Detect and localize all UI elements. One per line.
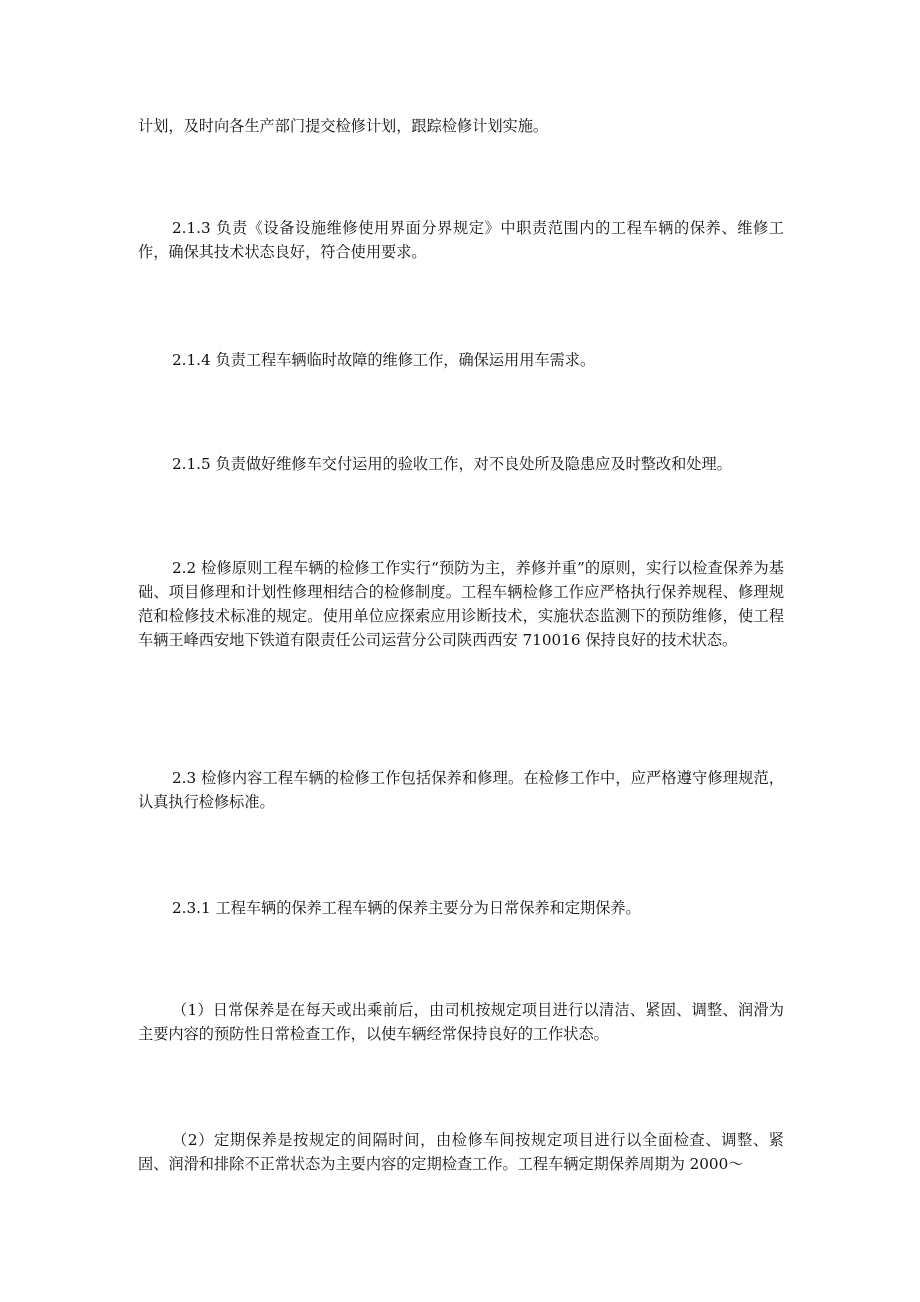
paragraph-1: 计划，及时向各生产部门提交检修计划，跟踪检修计划实施。 [138,117,549,135]
paragraph-2-1-5: 2.1.5 负责做好维修车交付运用的验收工作，对不良处所及隐患应及时整改和处理。 [172,455,732,473]
paragraph-item-1: （1）日常保养是在每天或出乘前后，由司机按规定项目进行以清洁、紧固、调整、润滑为主要内容的预防性日常检查工作，以使车辆经常保持良好的工作状态。 [138,1001,784,1043]
paragraph-2-1-3: 2.1.3 负责《设备设施维修使用界面分界规定》中职责范围内的工程车辆的保养、维修工作，确保其技术状态良好，符合使用要求。 [138,219,784,261]
paragraph-2-2: 2.2 检修原则工程车辆的检修工作实行“预防为主，养修并重”的原则，实行以检查保养为基础、项目修理和计划性修理相结合的检修制度。工程车辆检修工作应严格执行保养规程、修理规范和检修技术标准的规定。使用单位应探索应用诊断技术，实施状态监测下的预防维修，使工程车辆王峰西安地下铁道有限责任公司运营分公司陕西西安 710016 保持良好的技术状态。 [138,559,784,649]
paragraph-2-3: 2.3 检修内容工程车辆的检修工作包括保养和修理。在检修工作中，应严格遵守修理规范，认真执行检修标准。 [138,769,784,811]
paragraph-2-3-1: 2.3.1 工程车辆的保养工程车辆的保养主要分为日常保养和定期保养。 [172,899,641,917]
paragraph-2-1-4: 2.1.4 负责工程车辆临时故障的维修工作，确保运用用车需求。 [172,351,596,369]
paragraph-item-2: （2）定期保养是按规定的间隔时间，由检修车间按规定项目进行以全面检查、调整、紧固、润滑和排除不正常状态为主要内容的定期检查工作。工程车辆定期保养周期为 2000～ [138,1131,784,1173]
